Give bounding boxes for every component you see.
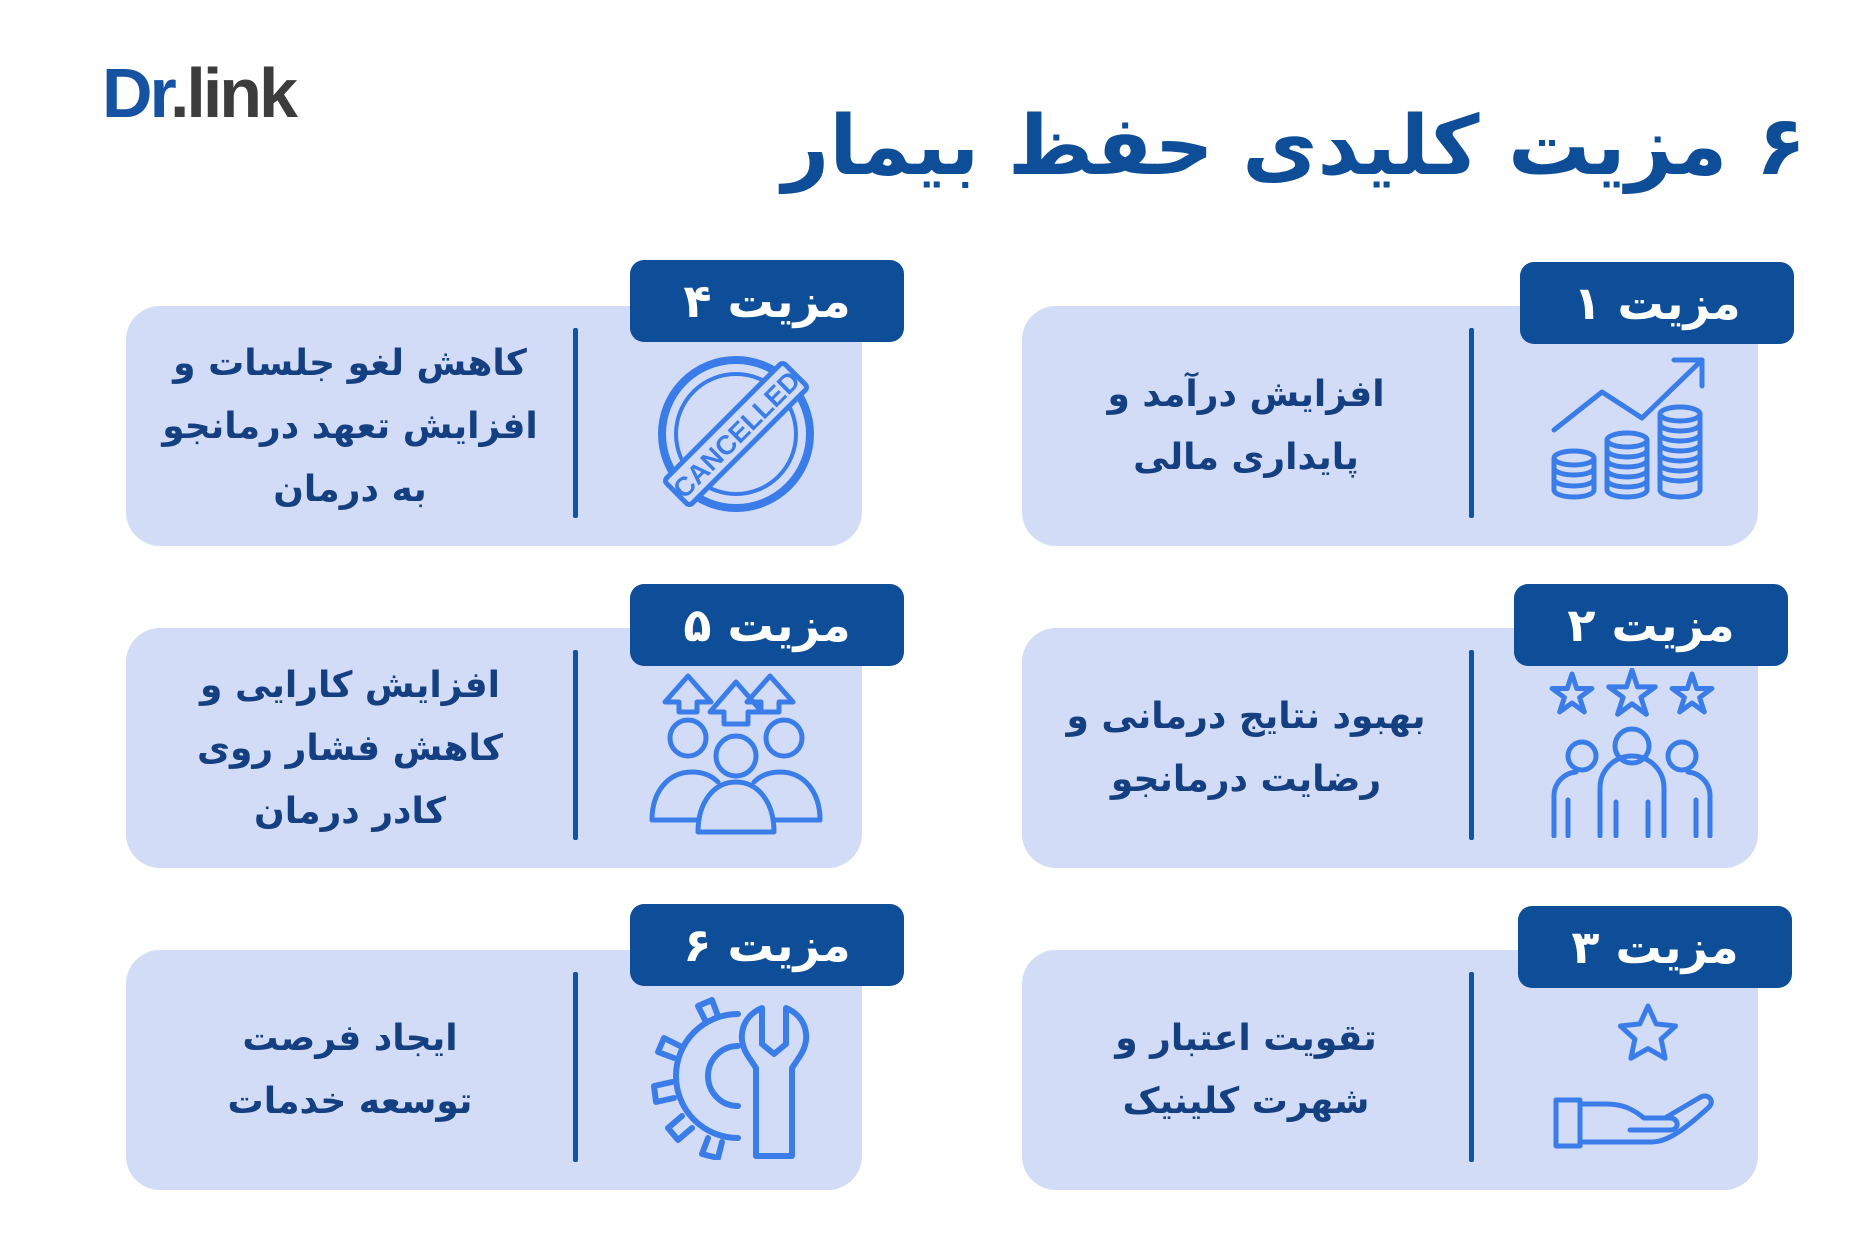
benefit-2-tab-label: مزیت ۲ xyxy=(1567,598,1735,652)
benefit-6-line-2: توسعه خدمات xyxy=(227,1081,473,1122)
team-growth-arrows-icon xyxy=(646,668,826,838)
benefit-1-tab-label: مزیت ۱ xyxy=(1573,276,1741,330)
benefit-3-tab xyxy=(1518,906,1792,988)
benefit-2-text xyxy=(1040,628,1452,868)
benefit-1-tab xyxy=(1520,262,1794,344)
stamp-text: CANCELLED xyxy=(667,365,807,505)
benefit-2-line-1: بهبود نتایج درمانی و xyxy=(1066,696,1426,737)
gear-wrench-icon xyxy=(646,990,826,1160)
benefit-3-tab-label: مزیت ۳ xyxy=(1571,920,1739,974)
drlink-logo xyxy=(102,54,295,132)
three-stars-people-icon xyxy=(1542,668,1722,838)
benefit-6-tab xyxy=(630,904,904,986)
benefit-3-line-2: شهرت کلینیک xyxy=(1122,1081,1370,1122)
benefit-2-line-2: رضایت درمانجو xyxy=(1110,759,1382,800)
benefit-5-tab-label: مزیت ۵ xyxy=(683,598,851,652)
benefit-3-divider xyxy=(1469,972,1474,1162)
benefit-card-4 xyxy=(126,306,862,546)
logo-dr-text: Dr xyxy=(102,54,170,132)
benefit-3-line-1: تقویت اعتبار و xyxy=(1115,1018,1377,1059)
benefit-card-6 xyxy=(126,950,862,1190)
star-in-hand-icon xyxy=(1542,990,1722,1160)
benefit-1-divider xyxy=(1469,328,1474,518)
benefit-1-line-1: افزایش درآمد و xyxy=(1107,374,1385,415)
benefit-5-line-2: کاهش فشار روی xyxy=(197,727,503,769)
logo-link-text: .link xyxy=(169,54,295,132)
benefit-4-line-2: افزایش تعهد درمانجو xyxy=(162,405,538,447)
benefit-2-divider xyxy=(1469,650,1474,840)
benefit-5-line-1: افزایش کارایی و xyxy=(200,664,500,706)
benefit-4-line-1: کاهش لغو جلسات و xyxy=(173,342,527,384)
benefit-5-divider xyxy=(573,650,578,840)
benefit-5-tab xyxy=(630,584,904,666)
cancelled-stamp-icon xyxy=(646,346,826,516)
benefit-5-text xyxy=(144,628,556,868)
benefit-6-tab-label: مزیت ۶ xyxy=(683,918,851,972)
coins-growth-chart-icon xyxy=(1542,346,1722,516)
benefit-6-divider xyxy=(573,972,578,1162)
benefit-4-line-3: به درمان xyxy=(273,468,427,510)
benefit-3-text xyxy=(1040,950,1452,1190)
benefit-1-text xyxy=(1040,306,1452,546)
benefit-1-line-2: پایداری مالی xyxy=(1133,437,1359,478)
page-title: ۶ مزیت کلیدی حفظ بیمار xyxy=(782,99,1806,194)
benefit-6-text xyxy=(144,950,556,1190)
benefit-4-tab xyxy=(630,260,904,342)
benefit-6-line-1: ایجاد فرصت xyxy=(242,1018,458,1059)
benefit-4-divider xyxy=(573,328,578,518)
benefit-4-text xyxy=(144,306,556,546)
benefit-2-tab xyxy=(1514,584,1788,666)
benefit-4-tab-label: مزیت ۴ xyxy=(683,274,851,328)
benefit-5-line-3: کادر درمان xyxy=(254,790,446,832)
